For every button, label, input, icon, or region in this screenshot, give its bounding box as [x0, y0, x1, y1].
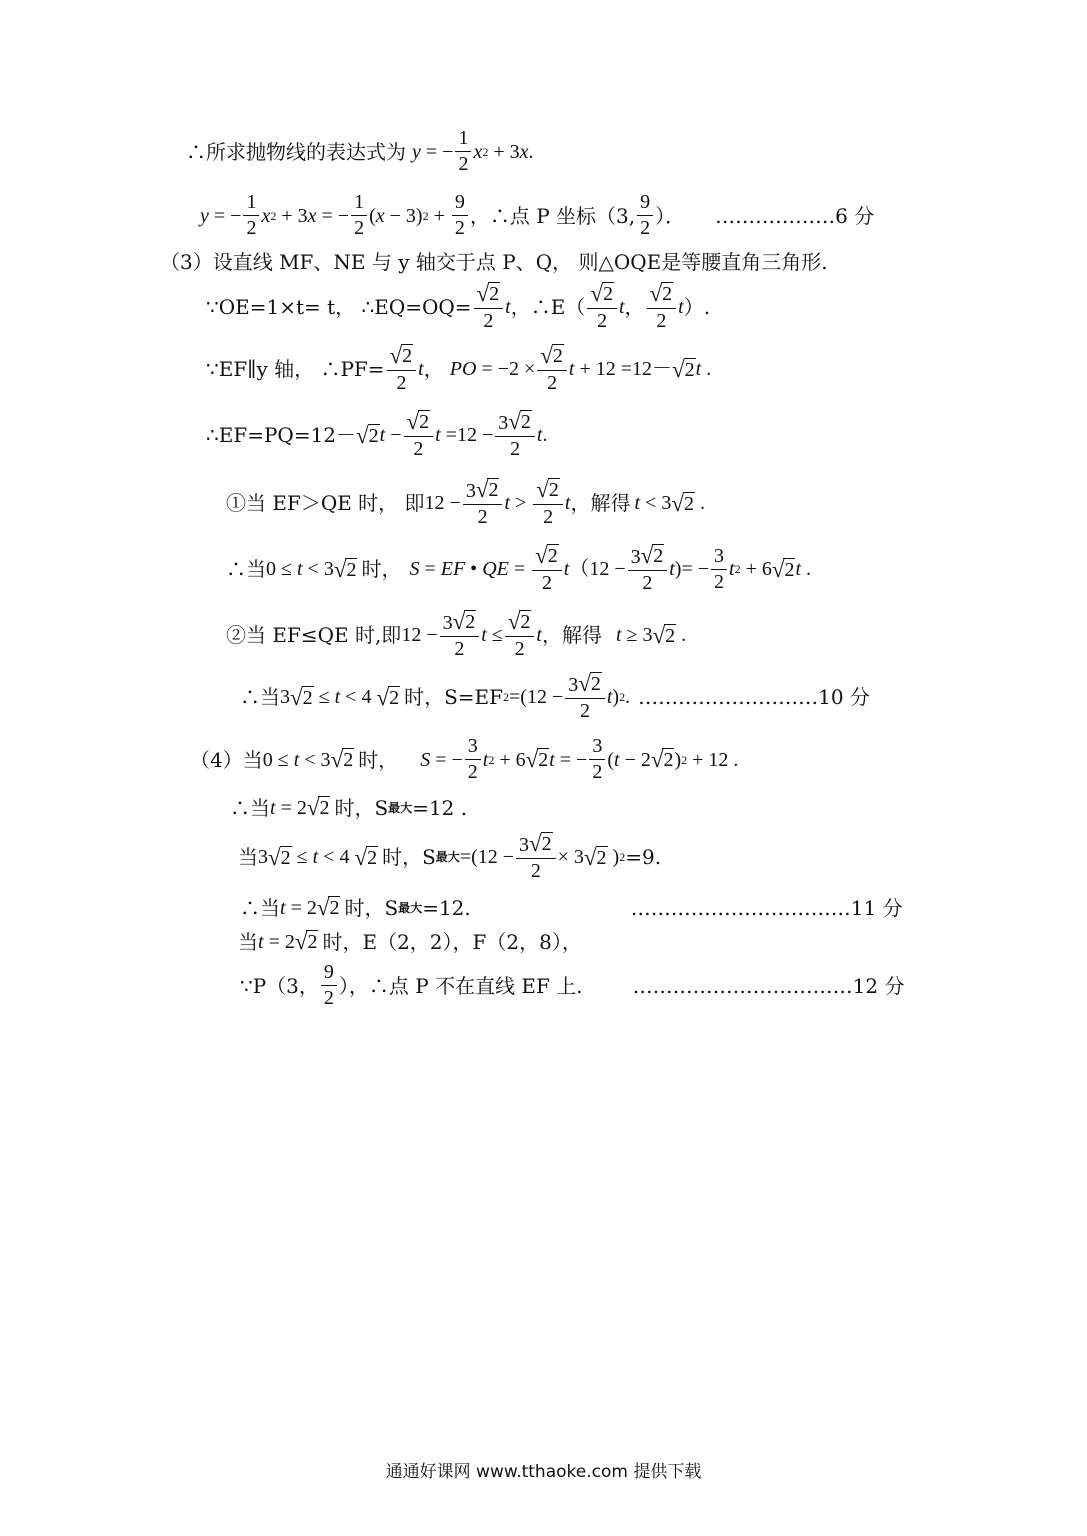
- case2-area-line: ∴当 3 √ 2 ≤ t < 4 √ 2 时，S=EF 2 =(12 − 3 √ 2 2 t ) 2 . ………………………10 分: [240, 671, 870, 722]
- vertex-form-line: y = − $\frac{1}{2}$ x 2 + 3 x = − $\frac{1}{2}$ ( x − 3) 2 + $\frac{9}{2}$ ，∴点 P 坐标（3, $\frac{9}{2}$ ）． ………………6 分: [200, 191, 875, 239]
- text: 最大: [398, 900, 423, 915]
- footer-source: 通通好课网 www.tthaoke.com 提供下载: [385, 1462, 702, 1482]
- text: 最大: [388, 800, 413, 815]
- text: ∵EF∥y 轴， ∴PF=: [206, 357, 385, 381]
- text: 时，S: [382, 845, 436, 869]
- text: ）．: [655, 203, 686, 228]
- text: 最大: [435, 850, 460, 864]
- text: 时，: [361, 557, 402, 581]
- text: ，: [423, 357, 444, 381]
- score-marker: ………………6 分: [715, 203, 875, 228]
- oe-line: ∵OE=1×t= t， ∴EQ=OQ= √ 2 2 t ，∴E（ √ 2 2 t ， √ 2 2 t ）.: [206, 281, 711, 332]
- text: （3）设直线 MF、NE 与 y 轴交于点 P、Q， 则△OQE是等腰直角三角形.: [160, 250, 828, 274]
- text: ，解得: [541, 623, 602, 647]
- conclusion-line: ∵P（3， $\frac{9}{2}$ ），∴点 P 不在直线 EF 上. ……………………………12 分: [240, 961, 905, 1009]
- text: 当: [238, 845, 258, 869]
- max2-line: 当 3 √ 2 ≤ t < 4 √ 2 时，S 最大 =(12 − 3 √ 2 2 × 3 √ 2 ) 2 =9.: [238, 831, 662, 882]
- parabola-expression-line: ∴所求抛物线的表达式为 y = − $\frac{1}{2}$ x 2 + 3 x .: [186, 127, 534, 175]
- text: 时，S: [334, 795, 389, 820]
- max3-line: ∴当 t = 2 √ 2 时，S 最大 =12. ……………………………11 分: [240, 895, 903, 920]
- text: ）.: [683, 295, 711, 319]
- text: 时，S=EF: [404, 685, 504, 709]
- max1-line: ∴当 t = 2 √ 2 时，S 最大 =12 .: [230, 795, 468, 820]
- text: ∴所求抛物线的表达式为: [186, 139, 406, 164]
- score-marker: ………………………10 分: [638, 685, 870, 709]
- text: ∴当: [226, 557, 266, 581]
- text: 当: [238, 929, 258, 954]
- text: ∵P（3，: [240, 973, 319, 998]
- case1-area-line: ∴当 0 ≤ t < 3 √ 2 时， S = EF • QE = √ 2 2 t （12 − 3 √ 2 2 t )= − $\frac{3}{2}$ t 2 + 6 √ 2 t .: [226, 543, 812, 594]
- case1-line: ①当 EF＞QE 时， 即 12 − 3 √ 2 2 t > √ 2 2 t ，解得 t < 3 √ 2 .: [226, 477, 705, 528]
- points-ef-line: 当 t = 2 √ 2 时，E（2，2），F（2，8），: [238, 929, 582, 954]
- text: ∴当: [240, 685, 280, 709]
- part4-line: （4）当 0 ≤ t < 3 √ 2 时， S = − $\frac{3}{2}$ t 2 + 6 √ 2 t = − $\frac{3}{2}$ ( t − 2 √ 2 ) 2 + 12 .: [190, 735, 739, 783]
- text: ∴当: [240, 895, 280, 920]
- text: ∴当: [230, 795, 270, 820]
- case2-line: ②当 EF≤QE 时,即 12 − 3 √ 2 2 t ≤ √ 2 2 t ，解得 t ≥ 3 √ 2 .: [226, 609, 687, 660]
- text: 时，E（2，2），F（2，8），: [322, 929, 582, 954]
- text: （4）当: [190, 747, 263, 772]
- text: ），∴点 P 不在直线 EF 上.: [338, 973, 583, 998]
- text: =12 .: [412, 795, 468, 820]
- text: ①当 EF＞QE 时， 即: [226, 491, 425, 515]
- text: =9.: [625, 845, 662, 869]
- text: 时，: [358, 747, 399, 772]
- text: 时，S: [344, 895, 399, 920]
- score-marker: ……………………………12 分: [632, 973, 905, 998]
- text: ∴EF=PQ=12－: [206, 423, 357, 447]
- score-marker: ……………………………11 分: [630, 895, 903, 920]
- text: =12.: [422, 895, 471, 920]
- text: ，∴E（: [510, 295, 586, 319]
- text: ②当 EF≤QE 时,即: [226, 623, 402, 647]
- ef-parallel-line: ∵EF∥y 轴， ∴PF= √ 2 2 t ， PO = −2 × √ 2 2 t + 12 =12－ √ 2 t .: [206, 343, 712, 394]
- text: ，: [624, 295, 645, 319]
- text: ∵OE=1×t= t， ∴EQ=OQ=: [206, 295, 472, 319]
- ef-pq-line: ∴EF=PQ=12－ √ 2 t − √ 2 2 t =12 − 3 √ 2 2 t .: [206, 409, 548, 460]
- text: ，∴点 P 坐标（3,: [469, 203, 636, 228]
- text: ，解得: [570, 491, 631, 515]
- part3-intro-line: [160, 252, 828, 272]
